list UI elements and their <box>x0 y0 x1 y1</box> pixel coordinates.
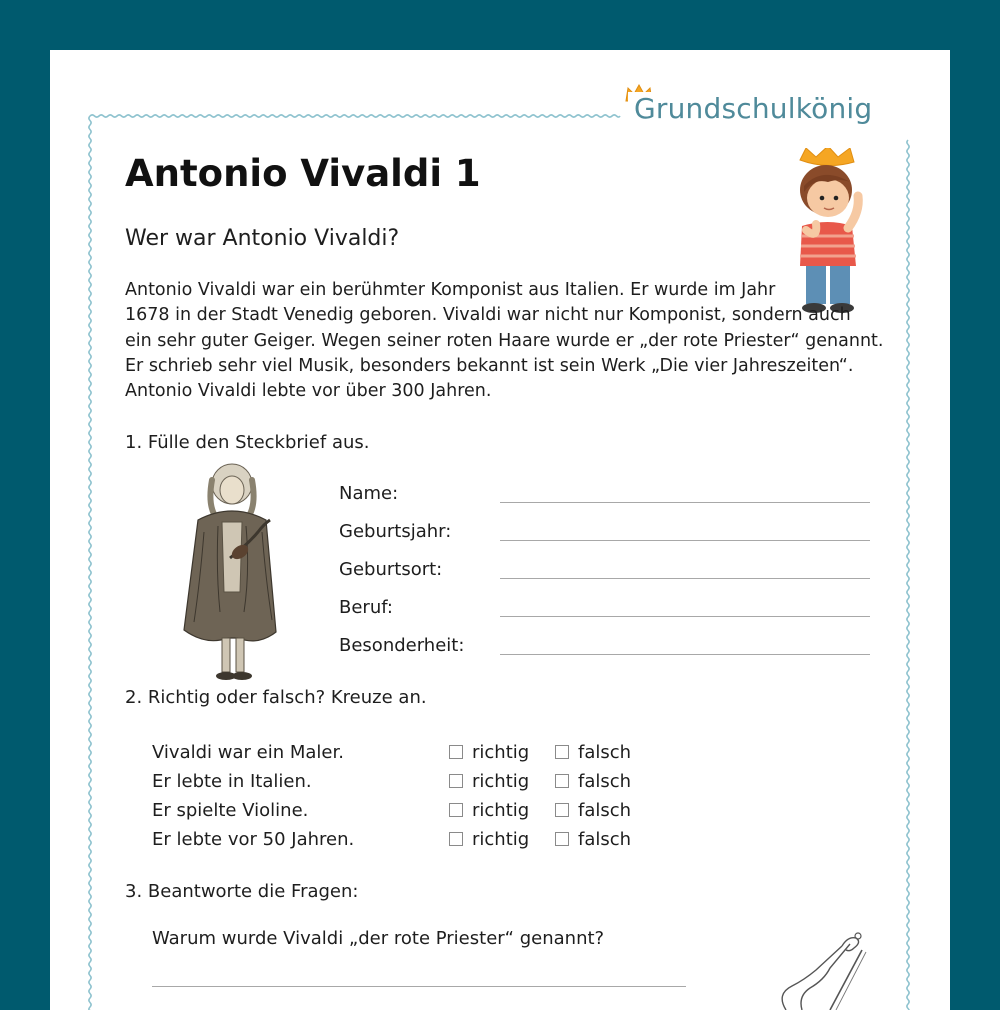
checkbox[interactable] <box>555 745 569 759</box>
option-label: richtig <box>472 771 530 792</box>
page-title: Antonio Vivaldi 1 <box>125 152 481 195</box>
profile-answer-line[interactable] <box>500 540 870 541</box>
section-subtitle: Wer war Antonio Vivaldi? <box>125 226 400 251</box>
task-3-heading: 3. Beantworte die Fragen: <box>125 881 359 902</box>
profile-field-label: Name: <box>339 483 399 504</box>
checkbox[interactable] <box>449 803 463 817</box>
option-false[interactable] <box>555 771 631 792</box>
intro-line: Antonio Vivaldi lebte vor über 300 Jahren. <box>125 381 492 402</box>
worksheet-page <box>50 50 950 1010</box>
true-false-row <box>152 800 672 826</box>
profile-answer-line[interactable] <box>500 616 870 617</box>
option-label: falsch <box>578 742 632 763</box>
option-label: falsch <box>578 771 632 792</box>
profile-field-label: Geburtsort: <box>339 559 443 580</box>
statement: Er spielte Violine. <box>152 800 309 821</box>
profile-field-label: Beruf: <box>339 597 393 618</box>
intro-line: ein sehr guter Geiger. Wegen seiner roten Haare wurde er „der rote Priester“ genannt. <box>125 330 884 351</box>
true-false-row <box>152 742 672 768</box>
profile-field-label: Geburtsjahr: <box>339 521 452 542</box>
task-2-heading: 2. Richtig oder falsch? Kreuze an. <box>125 687 427 708</box>
option-label: richtig <box>472 829 530 850</box>
task-1-heading: 1. Fülle den Steckbrief aus. <box>125 432 370 453</box>
profile-answer-line[interactable] <box>500 654 870 655</box>
brand-logo: Grundschulkönig <box>628 92 878 125</box>
profile-answer-line[interactable] <box>500 578 870 579</box>
true-false-row <box>152 771 672 797</box>
profile-answer-line[interactable] <box>500 502 870 503</box>
option-label: falsch <box>578 829 632 850</box>
checkbox[interactable] <box>449 832 463 846</box>
option-true[interactable] <box>449 742 529 763</box>
checkbox[interactable] <box>555 803 569 817</box>
option-false[interactable] <box>555 742 631 763</box>
profile-field-label: Besonderheit: <box>339 635 465 656</box>
option-false[interactable] <box>555 800 631 821</box>
intro-line: Antonio Vivaldi war ein berühmter Komponist aus Italien. Er wurde im Jahr <box>125 280 776 300</box>
option-true[interactable] <box>449 800 529 821</box>
option-label: falsch <box>578 800 632 821</box>
vivaldi-portrait <box>178 462 286 686</box>
statement: Vivaldi war ein Maler. <box>152 742 344 763</box>
option-label: richtig <box>472 800 530 821</box>
intro-text <box>125 278 885 404</box>
violin-illustration <box>746 930 876 1010</box>
statement: Er lebte vor 50 Jahren. <box>152 829 355 850</box>
checkbox[interactable] <box>449 774 463 788</box>
true-false-row <box>152 829 672 855</box>
option-true[interactable] <box>449 771 529 792</box>
checkbox[interactable] <box>449 745 463 759</box>
option-true[interactable] <box>449 829 529 850</box>
option-label: richtig <box>472 742 530 763</box>
statement: Er lebte in Italien. <box>152 771 312 792</box>
intro-line: 1678 in der Stadt Venedig geboren. Vivaldi war nicht nur Komponist, sondern auch <box>125 305 851 326</box>
question-text: Warum wurde Vivaldi „der rote Priester“ genannt? <box>152 928 605 949</box>
answer-line[interactable] <box>152 986 686 987</box>
checkbox[interactable] <box>555 832 569 846</box>
option-false[interactable] <box>555 829 631 850</box>
checkbox[interactable] <box>555 774 569 788</box>
intro-line: Er schrieb sehr viel Musik, besonders bekannt ist sein Werk „Die vier Jahreszeiten“. <box>125 355 854 376</box>
